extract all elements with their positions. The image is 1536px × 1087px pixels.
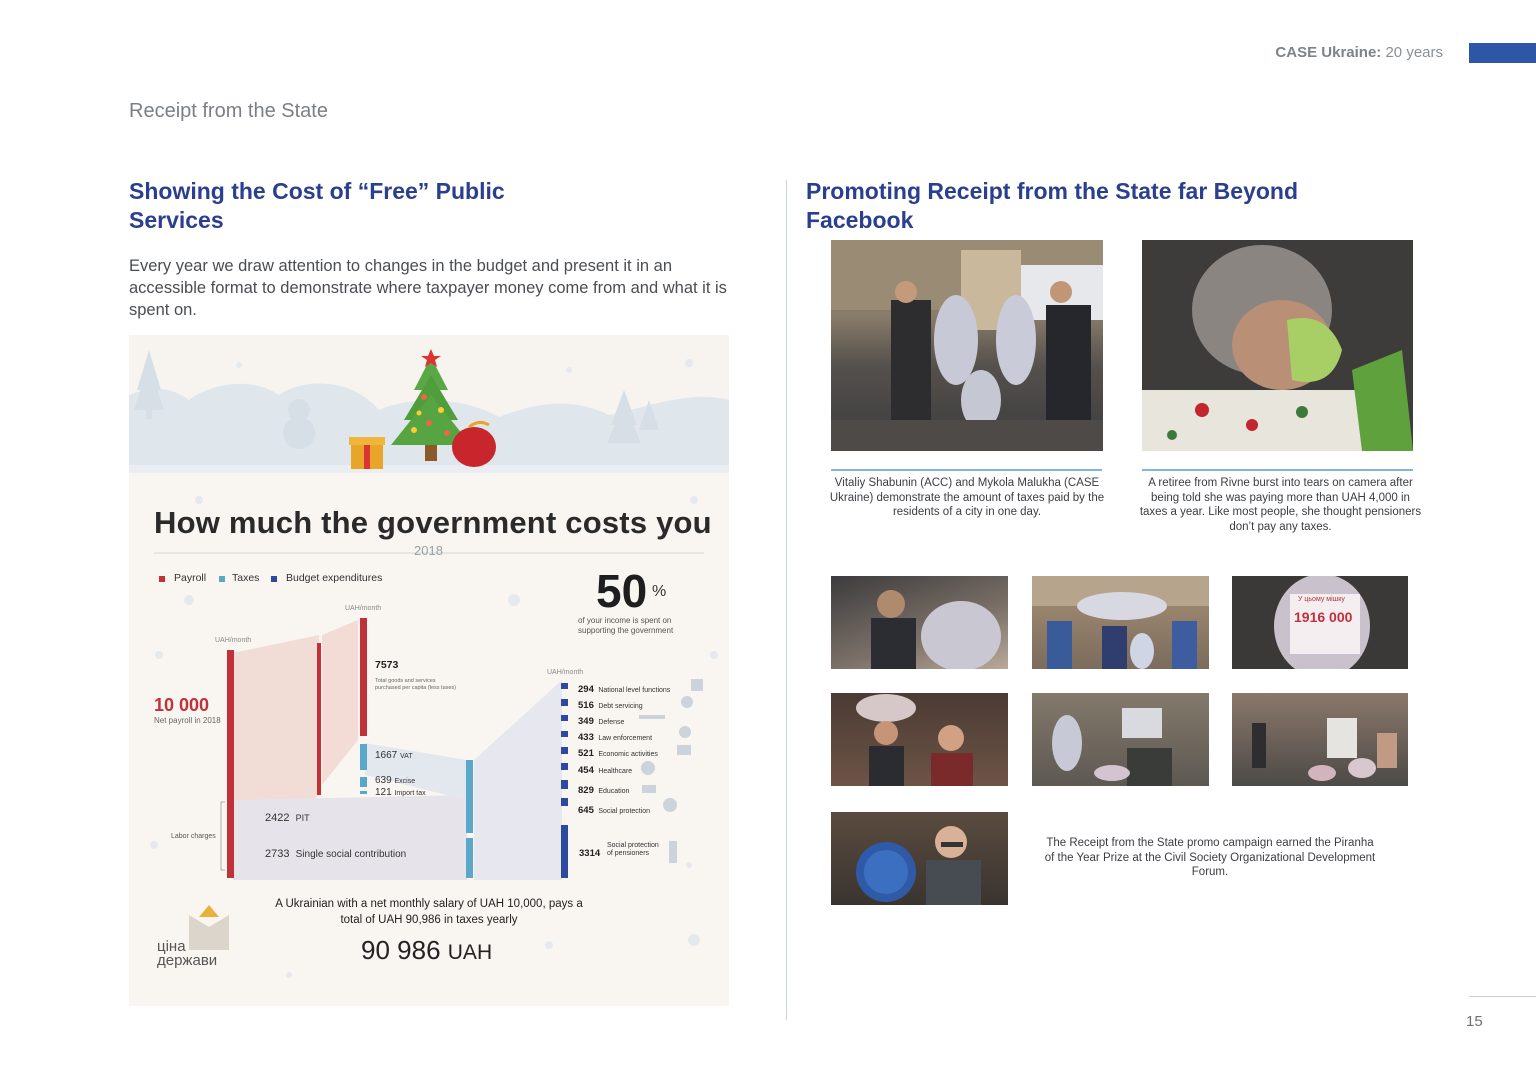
caption-photo-1: Vitaliy Shabunin (ACC) and Mykola Malukha (CASE Ukraine) demonstrate the amount of taxes paid by the residents of a city in one day.: [829, 477, 1105, 518]
import-row: 121 Import tax: [375, 787, 426, 798]
exp-row-pensioners-label: Social protection of pensioners: [607, 842, 659, 857]
infographic-title: How much the government costs you: [154, 505, 712, 540]
caption1-rule: [831, 469, 1102, 471]
photo-grid-3-receipt-bag: [1232, 576, 1408, 669]
payroll-bar: [227, 650, 234, 878]
photo-shabunin-malukha: [831, 240, 1103, 451]
unit-right: UAH/month: [547, 669, 584, 676]
cina-derzhavy-logo: ціна держави: [157, 938, 218, 969]
net-payroll-value: 10 000: [154, 695, 210, 715]
page-number-rule: [1469, 996, 1536, 997]
vat-bar: [360, 744, 367, 770]
ssc-row: 2733 Single social contribution: [265, 848, 407, 860]
photo-grid-2-scene: [1032, 576, 1209, 669]
sign-text-2: 1916 000: [1294, 609, 1353, 625]
photo-grid-5-scene: [1032, 693, 1209, 786]
share-percent-sign: %: [652, 583, 667, 600]
goods-label: Total goods and services purchased per capita (less taxes): [375, 678, 457, 691]
goods-bar: [360, 618, 367, 736]
photo-award-scene: [831, 812, 1008, 905]
exp-row-healthcare: 454 Healthcare: [578, 765, 633, 776]
caption-photo-2: A retiree from Rivne burst into tears on camera after being told she was paying more than UAH 4,000 in taxes a year. Like most people, she thought pensioners don’t pay any taxes.: [1139, 477, 1422, 533]
column-divider: [786, 180, 787, 1020]
salary-note: A Ukrainian with a net monthly salary of UAH 10,000, pays a total of UAH 90,986 in taxes yearly: [275, 898, 583, 926]
exp-row-national: 294 National level functions: [578, 684, 671, 695]
exp-row-social: 645 Social protection: [578, 805, 651, 816]
photo-grid-4-scene: [831, 693, 1008, 786]
photo-grid-5: [1032, 693, 1209, 786]
caption2-rule: [1142, 469, 1413, 471]
left-lead-paragraph: Every year we draw attention to changes in the budget and present it in an accessible format to demonstrate where taxpayer money come from and what it is spent on.: [129, 257, 727, 319]
vat-row: 1667 VAT: [375, 750, 413, 761]
photo-grid-6: [1232, 693, 1408, 786]
photo-grid-1-scene: [831, 576, 1008, 669]
legend-taxes: Taxes: [232, 572, 260, 584]
net-payroll-label: Net payroll in 2018: [154, 716, 221, 725]
exp-row-defense: 349 Defense: [578, 716, 625, 727]
pension-bar: [561, 825, 568, 878]
excise-bar: [360, 777, 367, 787]
share-note: of your income is spent on supporting the government: [578, 616, 674, 635]
infographic: [129, 335, 729, 1006]
photo-shabunin-malukha-scene: [831, 240, 1103, 451]
sign-text-1: У цьому мішку: [1298, 596, 1345, 603]
exp-row-economic: 521 Economic activities: [578, 748, 658, 759]
photo-award-piranha: [831, 812, 1008, 905]
exp-row-debt: 516 Debt servicing: [578, 700, 643, 711]
taxes-bar: [466, 760, 473, 833]
pit-row: 2422 PIT: [265, 812, 310, 824]
award-caption: The Receipt from the State promo campaign earned the Piranha of the Year Prize at the Civil Society Organizational Development Forum.: [1044, 837, 1376, 878]
exp-row-education: 829 Education: [578, 785, 630, 796]
exp-row-pensioners: 3314: [579, 848, 601, 859]
left-heading: Showing the Cost of “Free” Public Services: [129, 178, 505, 233]
unit-left: UAH/month: [215, 637, 252, 644]
unit-mid: UAH/month: [345, 605, 382, 612]
infographic-year: 2018: [414, 543, 443, 558]
section-label: Receipt from the State: [129, 100, 328, 122]
header-brand: CASE Ukraine: 20 years: [1275, 44, 1443, 61]
photo-grid-2: [1032, 576, 1209, 669]
page-number: 15: [1466, 1013, 1483, 1030]
photo-grid-1: [831, 576, 1008, 669]
import-bar: [360, 791, 367, 794]
yearly-total: 90 986 UAH: [361, 935, 493, 965]
legend-budget-expenditures: Budget expenditures: [286, 572, 383, 584]
share-percent: 50: [596, 565, 648, 617]
excise-row: 639 Excise: [375, 775, 416, 786]
photo-retiree-rivne-scene: [1142, 240, 1413, 451]
labor-charges-label: Labor charges: [171, 833, 216, 840]
exp-row-law: 433 Law enforcement: [578, 732, 653, 743]
photo-grid-6-scene: [1232, 693, 1408, 786]
photo-retiree-rivne: [1142, 240, 1413, 451]
header-accent-bar: [1469, 43, 1536, 63]
photo-grid-4: [831, 693, 1008, 786]
goods-value: 7573: [375, 659, 399, 671]
right-heading: Promoting Receipt from the State far Beyond Facebook: [806, 178, 1299, 233]
legend-payroll: Payroll: [174, 572, 207, 584]
